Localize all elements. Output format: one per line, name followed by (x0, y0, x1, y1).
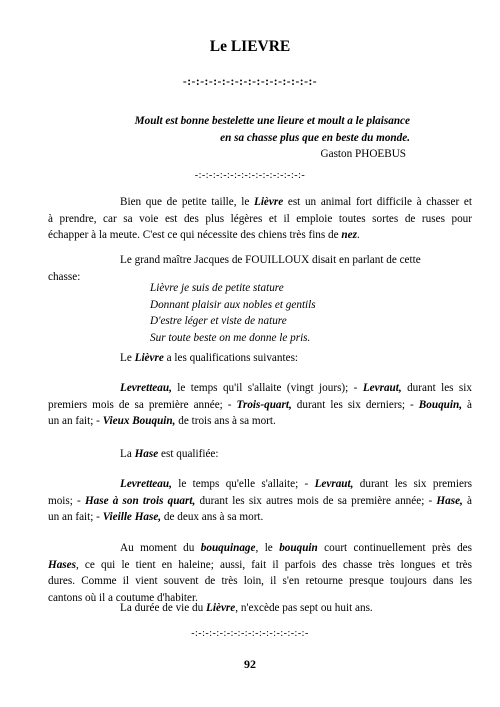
epigraph-line-2: en sa chasse plus que en beste du monde. (220, 131, 410, 144)
separator-top: -:-:-:-:-:-:-:-:-:-:-:-:-:-:-:- (182, 76, 318, 88)
paragraph-line (48, 252, 472, 269)
emphasis: Bouquin, (418, 398, 463, 411)
paragraph-line: à prendre, car sa voie est des plus légères et il emploie toutes sortes de ruses pour (48, 212, 472, 225)
emphasis: Levretteau, (120, 478, 172, 490)
separator-middle: -:-:-:-:-:-:-:-:-:-:-:-:-:-:-:- (194, 170, 306, 181)
text-span: La (120, 448, 135, 460)
paragraph-bouquinage (48, 540, 472, 606)
paragraph-line: chasse: (48, 270, 81, 283)
text-span: est un animal fort difficile à chasser et (283, 196, 472, 208)
text-span: Bien que de petite taille, le (120, 196, 254, 208)
emphasis: Vieux Bouquin, (102, 415, 176, 427)
text-span: Au moment du (120, 542, 201, 554)
epigraph-line-1: Moult est bonne bestelette une lieure et moult a le plaisance (134, 115, 410, 127)
paragraph-line (48, 493, 472, 510)
emphasis: nez (341, 229, 357, 241)
paragraph-line (48, 600, 472, 617)
text-span: durant les six autres mois de sa première année; - (195, 494, 437, 507)
paragraph-line (48, 446, 472, 463)
paragraph-line: cantons où il a coutume d'habiter. (48, 591, 198, 604)
paragraph-hase-heading (48, 446, 472, 463)
emphasis: Levretteau, (120, 382, 172, 394)
poem-line: Sur toute beste on me donne le pris. (150, 331, 311, 344)
paragraph-line (48, 397, 472, 414)
emphasis: Vieille Hase, (102, 511, 162, 523)
text-span: durant les six (401, 382, 472, 394)
emphasis: bouquinage (200, 542, 256, 554)
text-span: durant les six premiers (353, 478, 472, 490)
poem-line: Donnant plaisir aux nobles et gentils (150, 298, 316, 311)
paragraph-line (48, 509, 472, 526)
text-span: le temps qu'il s'allaite (vingt jours); - (171, 382, 363, 394)
emphasis: Hase (134, 448, 159, 460)
emphasis: Levraut, (314, 478, 354, 490)
text-span: , le (255, 542, 280, 554)
text-span: . (356, 229, 360, 241)
page-number: 92 (244, 657, 256, 671)
text-span: Le grand maître Jacques de FOUILLOUX disait en parlant de cette (120, 254, 421, 266)
paragraph-line (48, 540, 472, 557)
text-span: court continuellement près des (317, 542, 473, 554)
text-span: à (462, 398, 473, 411)
text-span: mois; - (48, 494, 85, 507)
text-span: à (462, 494, 472, 507)
text-span: La durée de vie du (120, 602, 207, 614)
text-span: Le (120, 352, 135, 364)
text-span: un an fait; - (48, 511, 103, 523)
epigraph (110, 113, 410, 163)
paragraph-intro (48, 194, 472, 244)
text-span: a les qualifications suivantes: (163, 352, 299, 364)
page-title: Le LIEVRE (209, 38, 291, 55)
paragraph-qualifications-heading (48, 350, 472, 367)
text-span: durant les six derniers; - (291, 398, 419, 411)
text-span: , n'excède pas sept ou huit ans. (235, 602, 373, 614)
emphasis: Hase à son trois quart, (84, 494, 196, 507)
separator-bottom: -:-:-:-:-:-:-:-:-:-:-:-:-:-:-:-:- (191, 628, 309, 639)
emphasis: Lièvre (253, 196, 284, 208)
paragraph-line (48, 380, 472, 397)
emphasis: Levraut, (362, 382, 402, 394)
epigraph-author: Gaston PHOEBUS (320, 148, 406, 160)
paragraph-line (48, 350, 472, 367)
paragraph-lifespan (48, 600, 472, 617)
emphasis: Hase, (436, 494, 463, 507)
poem-line: D'estre léger et viste de nature (150, 315, 287, 327)
text-span: est qualifiée: (158, 448, 219, 460)
paragraph-line: dures. Comme il vient souvent de très loin, il s'en retourne presque toujours dans les (48, 575, 472, 587)
emphasis: Lièvre (134, 352, 164, 364)
paragraph-line (48, 413, 472, 430)
poem-line: Lièvre je suis de petite stature (150, 282, 284, 294)
paragraph-line (48, 194, 472, 211)
poem (150, 280, 316, 346)
text-span: échapper à la meute. C'est ce qui nécessite des chiens très fins de (48, 229, 342, 241)
emphasis: Lièvre (206, 602, 236, 614)
text-span: un an fait; - (48, 415, 103, 427)
paragraph-line (48, 227, 472, 244)
text-span: le temps qu'elle s'allaite; - (171, 478, 315, 490)
paragraph-line (48, 557, 472, 574)
emphasis: bouquin (279, 542, 318, 554)
text-span: premiers mois de sa première année; - (48, 398, 237, 411)
paragraph-hase-qualifications (48, 476, 472, 526)
emphasis: Trois-quart, (236, 398, 292, 411)
text-span: de trois ans à sa mort. (175, 415, 276, 427)
paragraph-line (48, 476, 472, 493)
paragraph-lievre-qualifications (48, 380, 472, 430)
emphasis: Hases (48, 558, 76, 571)
text-span: de deux ans à sa mort. (161, 511, 264, 523)
text-span: , ce qui le tient en haleine; aussi, fait il parfois des chasse très longues et très (75, 558, 472, 571)
